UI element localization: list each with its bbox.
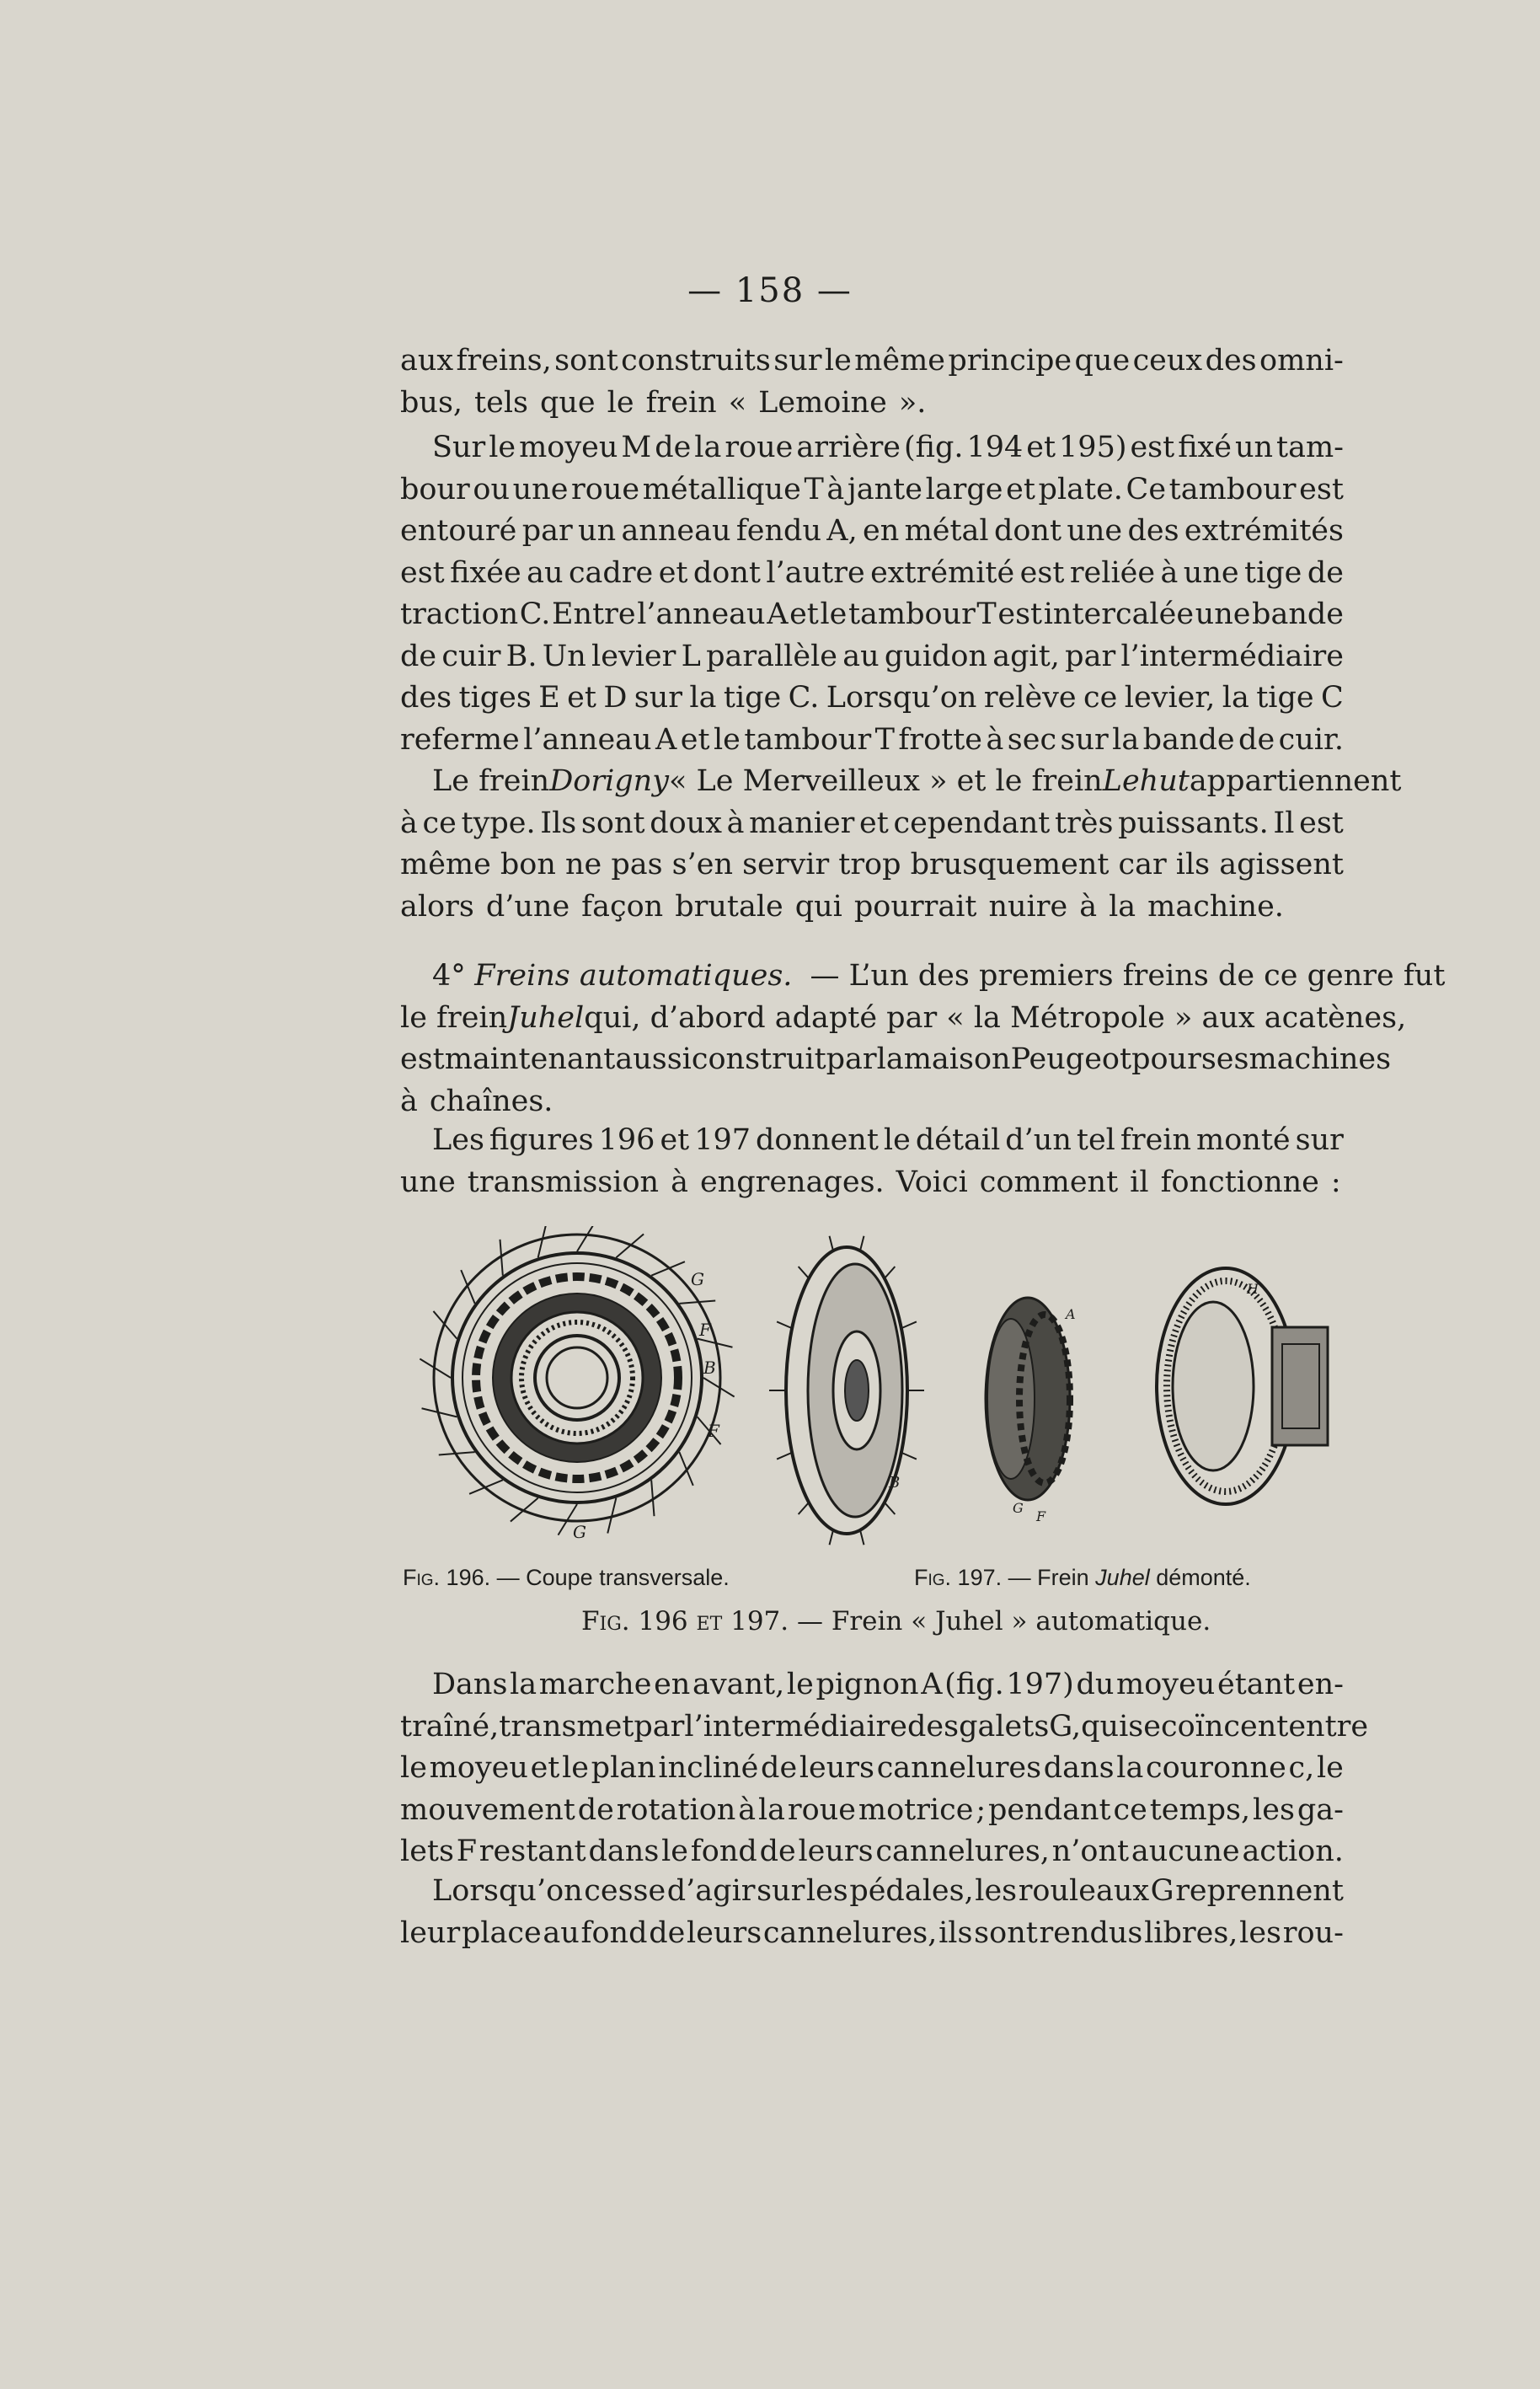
svg-text:F: F (1036, 1508, 1046, 1521)
svg-text:H: H (1247, 1281, 1259, 1297)
figure-row (413, 1226, 1348, 1555)
text-line: est maintenant aussi construit par la maison Peugeot pour ses machines (400, 1042, 1392, 1076)
text-line: Les figures 196 et 197 donnent le détail d’un tel frein monté sur (432, 1123, 1344, 1157)
text-line: Lorsqu’on cesse d’agir sur les pédales, les rouleaux G reprennent (432, 1874, 1344, 1908)
text-line: des tiges E et D sur la tige C. Lorsqu’on relève ce levier, la tige C (400, 681, 1344, 715)
paragraph-4 (400, 956, 1446, 1122)
paragraph-2 (400, 427, 1344, 761)
text-line: aux freins, sont construits sur le même principe que ceux des omni- (400, 344, 1344, 378)
text-line: referme l’anneau A et le tambour T frotte à sec sur la bande de cuir. (400, 722, 1344, 757)
svg-text:F: F (699, 1320, 711, 1340)
text-line: bus, tels que le frein « Lemoine ». (400, 385, 927, 420)
fig196-cross-section-illustration (413, 1226, 741, 1555)
caption-fig197: Fig. 197. — Frein Juhel démonté. (914, 1565, 1251, 1590)
text-line: même bon ne pas s’en servir trop brusquement car ils agissent (400, 848, 1344, 881)
text-line: entouré par un anneau fendu A, en métal dont une des extrémités (400, 514, 1344, 548)
svg-text:A: A (1066, 1306, 1076, 1322)
text-line: mouvement de rotation à la roue motrice ; pendant ce temps, les ga- (400, 1792, 1344, 1827)
svg-text:B: B (703, 1358, 716, 1378)
page-number: — 158 — (687, 271, 853, 310)
svg-text:G: G (573, 1522, 586, 1542)
text-line: traîné, transmet par l’intermédiaire des galets G, qui se coïncent entre (400, 1709, 1369, 1744)
paragraph-1 (400, 340, 1344, 424)
text-line: leur place au fond de leurs cannelures, ils sont rendus libres, les rou- (400, 1915, 1344, 1950)
caption-main: Fig. 196 et 197. — Frein « Juhel » automatique. (581, 1606, 1211, 1636)
paragraph-6 (400, 1664, 1369, 1873)
svg-text:F: F (708, 1421, 719, 1441)
caption-fig196: Fig. 196. — Coupe transversale. (403, 1565, 730, 1590)
paragraph-5 (400, 1120, 1344, 1203)
text-line: traction C. Entre l’anneau A et le tambour T est intercalée une bande (400, 597, 1344, 631)
paragraph-7 (400, 1871, 1344, 1954)
svg-text:G: G (1013, 1500, 1024, 1516)
fig197-drum-illustration (1146, 1260, 1339, 1513)
text-line: le moyeu et le plan incliné de leurs cannelures dans la couronne c, le (400, 1751, 1344, 1785)
text-line: le frein Juhel qui, d’abord adapté par « la Métropole » aux acatènes, (400, 1000, 1407, 1035)
text-line: alors d’une façon brutale qui pourrait nuire à la machine. (400, 889, 1284, 924)
fig197-pinion-illustration (969, 1277, 1095, 1521)
text-line: de cuir B. Un levier L parallèle au guidon agit, par l’intermédiaire (400, 639, 1344, 673)
fig197-wheel-hub-illustration (762, 1230, 931, 1551)
text-line: 4° Freins automatiques. — L’un des premiers freins de ce genre fut (432, 959, 1446, 993)
text-line: à ce type. Ils sont doux à manier et cependant très puissants. Il est (400, 806, 1344, 840)
text-line: à chaînes. (400, 1084, 553, 1118)
text-line: Dans la marche en avant, le pignon A (fig. 197) du moyeu étant en- (432, 1668, 1344, 1701)
text-line: est fixée au cadre et dont l’autre extrémité est reliée à une tige de (400, 555, 1344, 590)
svg-text:G: G (691, 1269, 704, 1289)
text-line: Le frein Dorigny « Le Merveilleux » et le frein Lehut appartiennent (432, 764, 1402, 798)
text-line: lets F restant dans le fond de leurs cannelures, n’ont aucune action. (400, 1835, 1344, 1868)
text-line: Sur le moyeu M de la roue arrière (fig. 194 et 195) est fixé un tam- (432, 431, 1344, 464)
paragraph-3 (400, 761, 1402, 928)
text-line: bour ou une roue métallique T à jante large et plate. Ce tambour est (400, 472, 1344, 506)
svg-text:B: B (889, 1474, 901, 1492)
text-line: une transmission à engrenages. Voici comment il fonctionne : (400, 1165, 1341, 1199)
